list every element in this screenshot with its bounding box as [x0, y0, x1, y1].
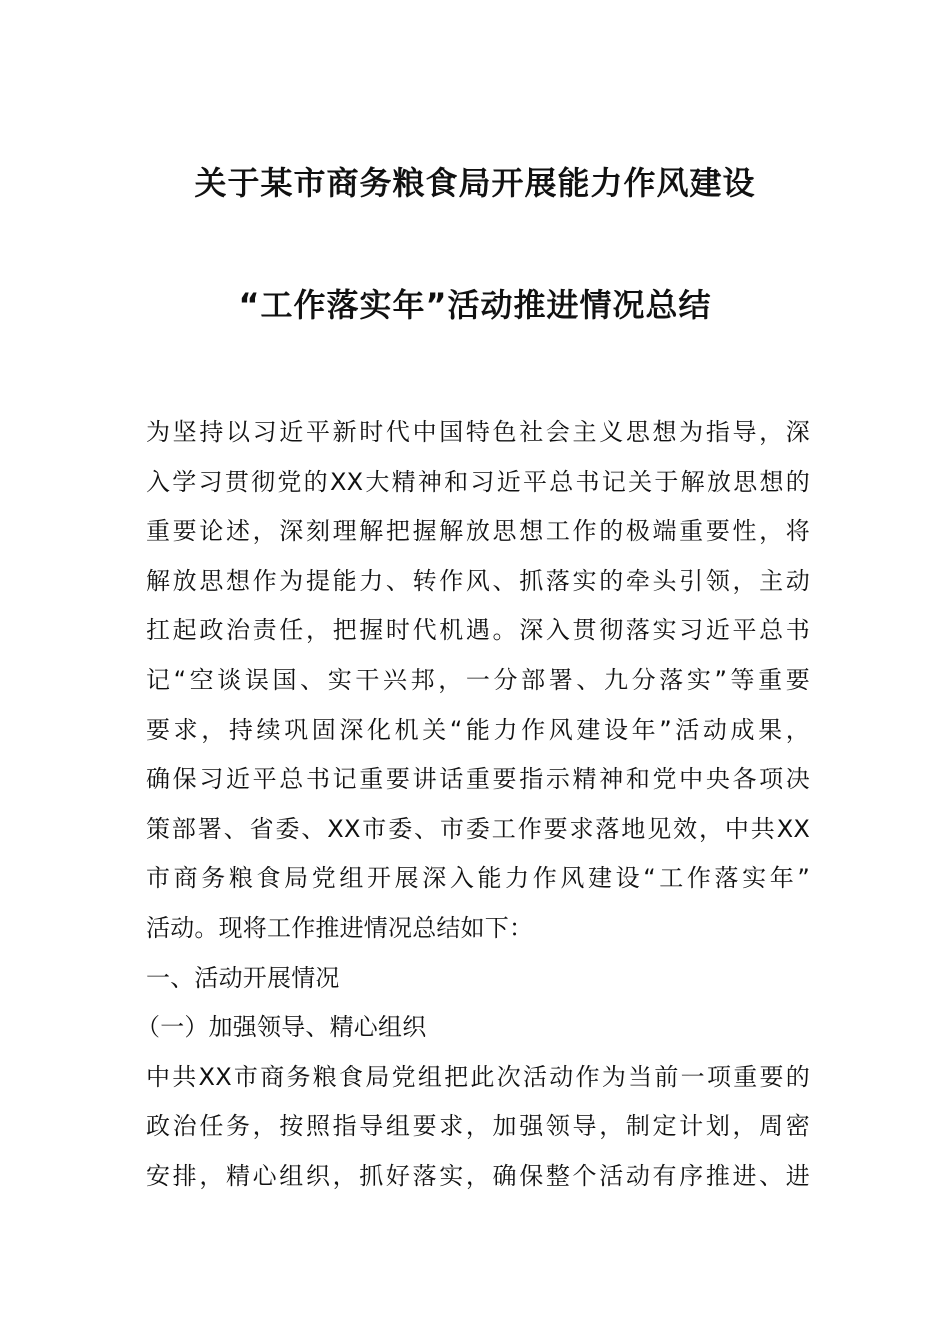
body-line: 为坚持以习近平新时代中国特色社会主义思想为指导，深 [146, 418, 810, 446]
body-line: 要求，持续巩固深化机关“能力作风建设年”活动成果， [146, 715, 810, 744]
subsection-heading: （一）加强领导、精心组织 [136, 1013, 427, 1042]
body-line: 政治任务，按照指导组要求，加强领导，制定计划，周密 [146, 1112, 810, 1141]
document-title-line-2: “工作落实年”活动推进情况总结 [238, 286, 712, 324]
body-line: 入学习贯彻党的XX大精神和习近平总书记关于解放思想的 [146, 467, 810, 496]
body-line: 安排，精心组织，抓好落实，确保整个活动有序推进、进 [146, 1161, 810, 1190]
section-heading: 一、活动开展情况 [146, 963, 340, 992]
body-line: 重要论述，深刻理解把握解放思想工作的极端重要性，将 [146, 517, 810, 546]
document-title-line-1: 关于某市商务粮食局开展能力作风建设 [194, 164, 756, 202]
body-line: 活动。现将工作推进情况总结如下： [146, 913, 534, 942]
body-line: 确保习近平总书记重要讲话重要指示精神和党中央各项决 [146, 765, 810, 794]
body-line: 中共XX市商务粮食局党组把此次活动作为当前一项重要的 [146, 1062, 810, 1091]
document-body [136, 408, 810, 1202]
body-line: 市商务粮食局党组开展深入能力作风建设“工作落实年” [146, 864, 810, 893]
body-line: 策部署、省委、XX市委、市委工作要求落地见效，中共XX [146, 814, 810, 843]
body-line: 记“空谈误国、实干兴邦，一分部署、九分落实”等重要 [146, 665, 810, 694]
body-line: 扛起政治责任，把握时代机遇。深入贯彻落实习近平总书 [146, 616, 810, 645]
body-line: 解放思想作为提能力、转作风、抓落实的牵头引领，主动 [146, 566, 810, 595]
